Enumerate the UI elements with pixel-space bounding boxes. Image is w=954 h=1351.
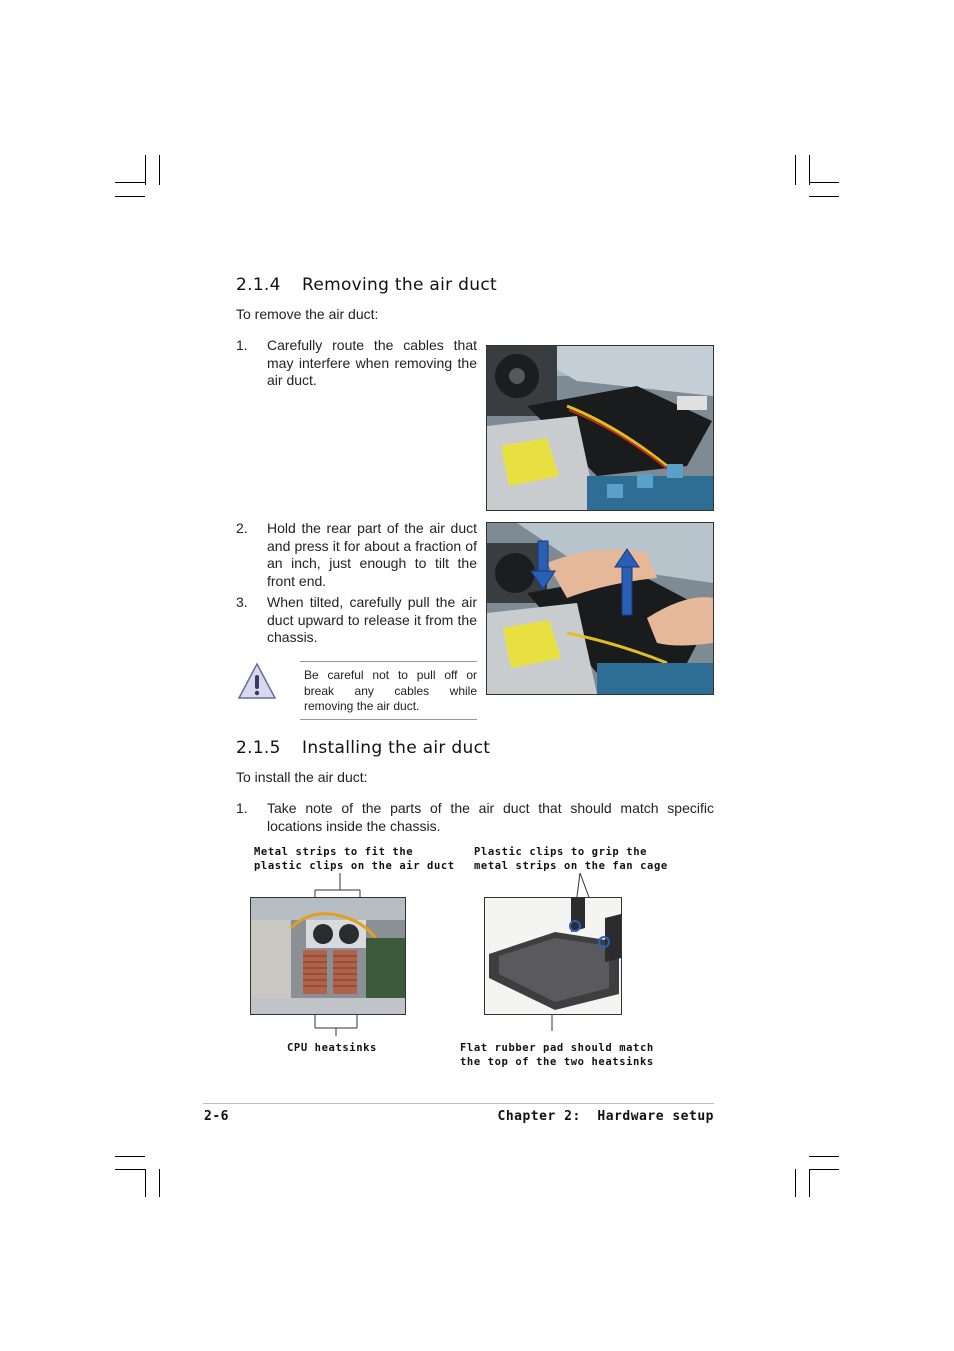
step-text: Carefully route the cables that may interfere when removing the air duct. [267,337,477,388]
step-text: Hold the rear part of the air duct and press it for about a fraction of an inch, just enough to tilt the front end. [267,520,477,589]
photo-air-duct-underside [484,897,622,1015]
step-text: When tilted, carefully pull the air duct upward to release it from the chassis. [267,594,477,645]
step-text: Take note of the parts of the air duct that should match specific locations inside the chassis. [267,800,714,834]
footer-page-number: 2-6 [204,1109,229,1124]
step-number: 3. [236,594,248,610]
caption-cpu-heatsinks: CPU heatsinks [287,1042,377,1054]
section-intro: To install the air duct: [236,769,368,785]
caption-metal-strips: Metal strips to fit the plastic clips on the air duct [254,846,455,872]
caution-note-text: Be careful not to pull off or break any cables while removing the air duct. [304,668,477,713]
air-duct-illustration [485,898,621,1014]
section-title: Removing the air duct [302,275,497,295]
footer-chapter-title: Chapter 2: Hardware setup [497,1109,714,1124]
heatsink-illustration [251,898,405,1014]
section-number: 2.1.4 [236,275,281,295]
photo-cpu-heatsinks [250,897,406,1015]
step-number: 1. [236,337,248,353]
caption-plastic-clips: Plastic clips to grip the metal strips on the fan cage [474,846,668,872]
section-intro: To remove the air duct: [236,306,379,322]
section-number: 2.1.5 [236,738,281,758]
step-number: 2. [236,520,248,536]
section-title: Installing the air duct [302,738,491,758]
caption-rubber-pad: Flat rubber pad should match the top of the two heatsinks [460,1042,654,1068]
footer-rule [203,1103,714,1104]
step-number: 1. [236,800,248,816]
